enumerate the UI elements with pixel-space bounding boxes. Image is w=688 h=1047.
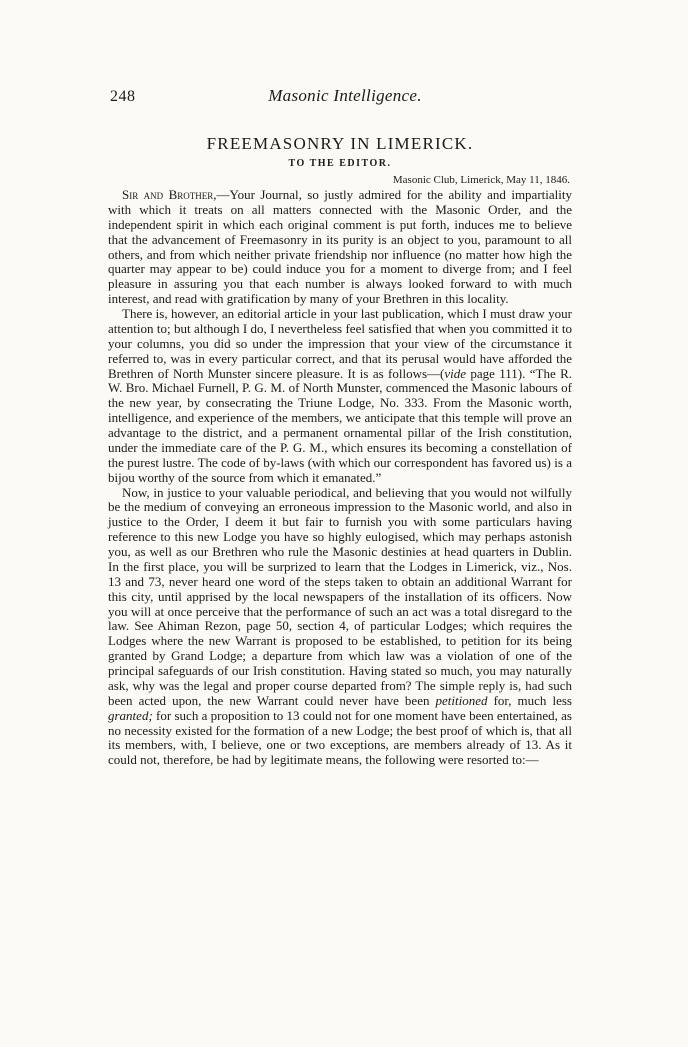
paragraph-3-text-a: Now, in justice to your valuable periodical, and believing that you would not wilfully be the medium of conveying an erroneous impression to the Masonic world, and also in justice to the Order, I deem it but fair to furnish you with some particulars having reference to this new Lodge you have so highly eulogised, which may perhaps astonish you, as well as our Brethren who rule the Masonic destinies at head quarters in Dublin. In the first place, you will be surprized to learn that the Lodges in Limerick, viz., Nos. 13 and 73, never heard one word of the steps taken to obtain an additional Warrant for this city, until apprised by the local newspapers of the installation of its officers. Now you will at once perceive that the performance of such an act was a total disregard to the law. See Ahiman Rezon, page 50, section 4, of particular Lodges; which requires the Lodges where the new Warrant is proposed to be established, to petition for its being granted by Grand Lodge; a departure from which law was a violation of one of the principal safeguards of our Irish constitution. Having stated so much, you may naturally ask, why was the legal and proper course departed from? The simple reply is, had such been acted upon, the new Warrant could never have been xyxy=(108,484,572,708)
petitioned-italic: petitioned xyxy=(435,692,488,708)
article-title: FREEMASONRY IN LIMERICK. xyxy=(206,134,474,153)
dateline: Masonic Club, Limerick, May 11, 1846. xyxy=(392,174,570,186)
article-body xyxy=(108,188,572,768)
page-number: 248 xyxy=(110,88,136,105)
paragraph-3-text-b: for, much less xyxy=(487,692,572,708)
paragraph-1 xyxy=(108,188,572,307)
addressee: TO THE EDITOR. xyxy=(288,158,392,169)
salutation: Sir and Brother, xyxy=(122,187,217,202)
paragraph-3-text-c: for such a proposition to 13 could not for one moment have been entertained, as no necessity existed for the formation of a new Lodge; the best proof of which is, that all its members, with, I believe, one or two exceptions, are members already of 13. As it could not, therefore, be had by legitimate means, the following were resorted to:— xyxy=(108,707,572,768)
paragraph-1-text: —Your Journal, so justly admired for the ability and impartiality with which it treats on all matters connected with the Masonic Order, and the independent spirit in which each original comment is put forth, induces me to believe that the advancement of Freemasonry in its purity is an object to you, paramount to all others, and from which neither private friendship nor influence (no matter how high the quarter may appear to be) could induce you for a moment to diverge from; and I feel pleasure in assuring you that each number is always looked forward to with much interest, and read with gratification by many of your Brethren in this locality. xyxy=(108,187,572,307)
running-head: Masonic Intelligence. xyxy=(268,86,422,105)
paragraph-2 xyxy=(108,307,572,486)
paragraph-2-text-a: There is, however, an editorial article in your last publication, which I must draw your attention to; but although I do, I nevertheless feel satisfied that when you committed it to your columns, you did so under the impression that your view of the circumstance it referred to, was in every particular correct, and that its perusal would have afforded the Brethren of North Munster sincere pleasure. It is as follows—( xyxy=(108,306,572,381)
paragraph-3 xyxy=(108,486,572,769)
page-header xyxy=(110,88,580,110)
vide-italic: vide xyxy=(444,365,466,381)
granted-italic: granted; xyxy=(108,707,153,723)
paragraph-2-text-b: page 111). “The R. W. Bro. Michael Furnell, P. G. M. of North Munster, commenced the Masonic labours of the new year, by consecrating the Triune Lodge, No. 333. From the Masonic worth, intelligence, and experience of the members, we anticipate that this temple will prove an advantage to the district, and a permanent ornamental pillar of the Irish constitution, under the immediate care of the P. G. M., which ensures its becoming a constellation of the purest lustre. The code of by-laws (with which our correspondent has favored us) is a bijou worthy of the source from which it emanated.” xyxy=(108,365,572,485)
